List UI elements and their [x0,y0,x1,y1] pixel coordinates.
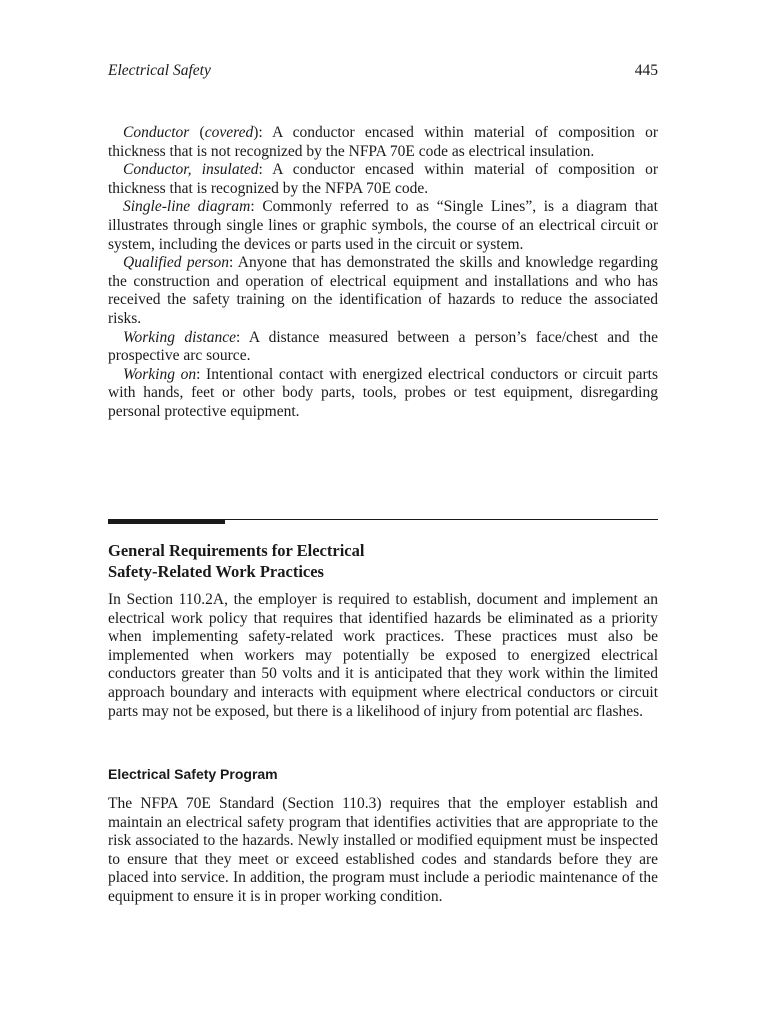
definition-text: : A conductor encased within material of composition or thickness that is not recognized by the NFPA 70E code as electrical insulation. [108,124,658,160]
definition-term: Qualified person [123,254,230,272]
running-head [108,62,658,80]
definition-entry [108,254,658,328]
definition-term-main: Conductor [123,124,190,141]
definition-text: : A distance measured between a person’s face/chest and the prospective arc source. [108,328,658,365]
body-paragraph: The NFPA 70E Standard (Section 110.3) requires that the employer establish and maintain an electrical safety program that identifies activities that are appropriate to the risk associated to the hazards. Newly installed or modified equipment must be inspected to ensure that they meet or exceed established codes and standards before they are placed into service. In addition, the program must include a periodic maintenance of the equipment to ensure it is in proper working condition. [108,795,658,905]
term-paren-close: ) [253,124,259,141]
definition-term: Working on [123,365,197,383]
definition-term [123,124,258,141]
page-number: 445 [634,62,658,79]
definition-entry [108,124,658,161]
body-paragraph: In Section 110.2A, the employer is required to establish, document and implement an electrical work policy that requires that identified hazards be eliminated as a priority when implementing safety-related work practices. These practices must also be implemented when workers may potentially be exposed to energized electrical conductors greater than 50 volts and it is anticipated that they work within the limited approach boundary and interacts with equipment where electrical conductors or circuit parts may not be exposed, but there is a likelihood of injury from potential arc flashes. [108,591,658,720]
subsection-heading: Electrical Safety Program [108,766,278,782]
running-title: Electrical Safety [108,62,211,79]
definition-text: : Commonly referred to as “Single Lines”, is a diagram that illustrates through single lines or graphic symbols, the course of an electrical circuit or system, including the devices or parts used in the circuit or system. [108,198,658,253]
definitions-list [108,124,658,422]
definition-text: : Anyone that has demonstrated the skills and knowledge regarding the construction and operation of electrical equipment and installations and who has received the safety training on the identification of hazards to reduce the associated risks. [108,254,658,327]
definition-text: : A conductor encased within material of composition or thickness that is recognized by the NFPA 70E code. [108,161,659,197]
definition-term: Working distance [123,328,237,346]
definition-term: Conductor, insulated [123,161,259,179]
term-paren-open: ( [189,124,205,141]
section-divider [108,518,658,524]
section-title [108,540,658,582]
definition-entry [108,198,658,254]
section-title-line1: General Requirements for Electrical [108,541,365,560]
definition-entry [108,329,658,366]
definition-term-qualifier: covered [204,124,254,141]
definition-text: : Intentional contact with energized electrical conductors or circuit parts with hands, feet or other body parts, tools, probes or test equipment, disregarding personal protective equipment. [108,365,658,420]
definition-term: Single-line diagram [123,198,251,216]
definition-entry [108,161,658,198]
divider-thick-bar [108,519,225,524]
section-title-line2: Safety-Related Work Practices [108,562,324,581]
definition-entry [108,366,658,422]
